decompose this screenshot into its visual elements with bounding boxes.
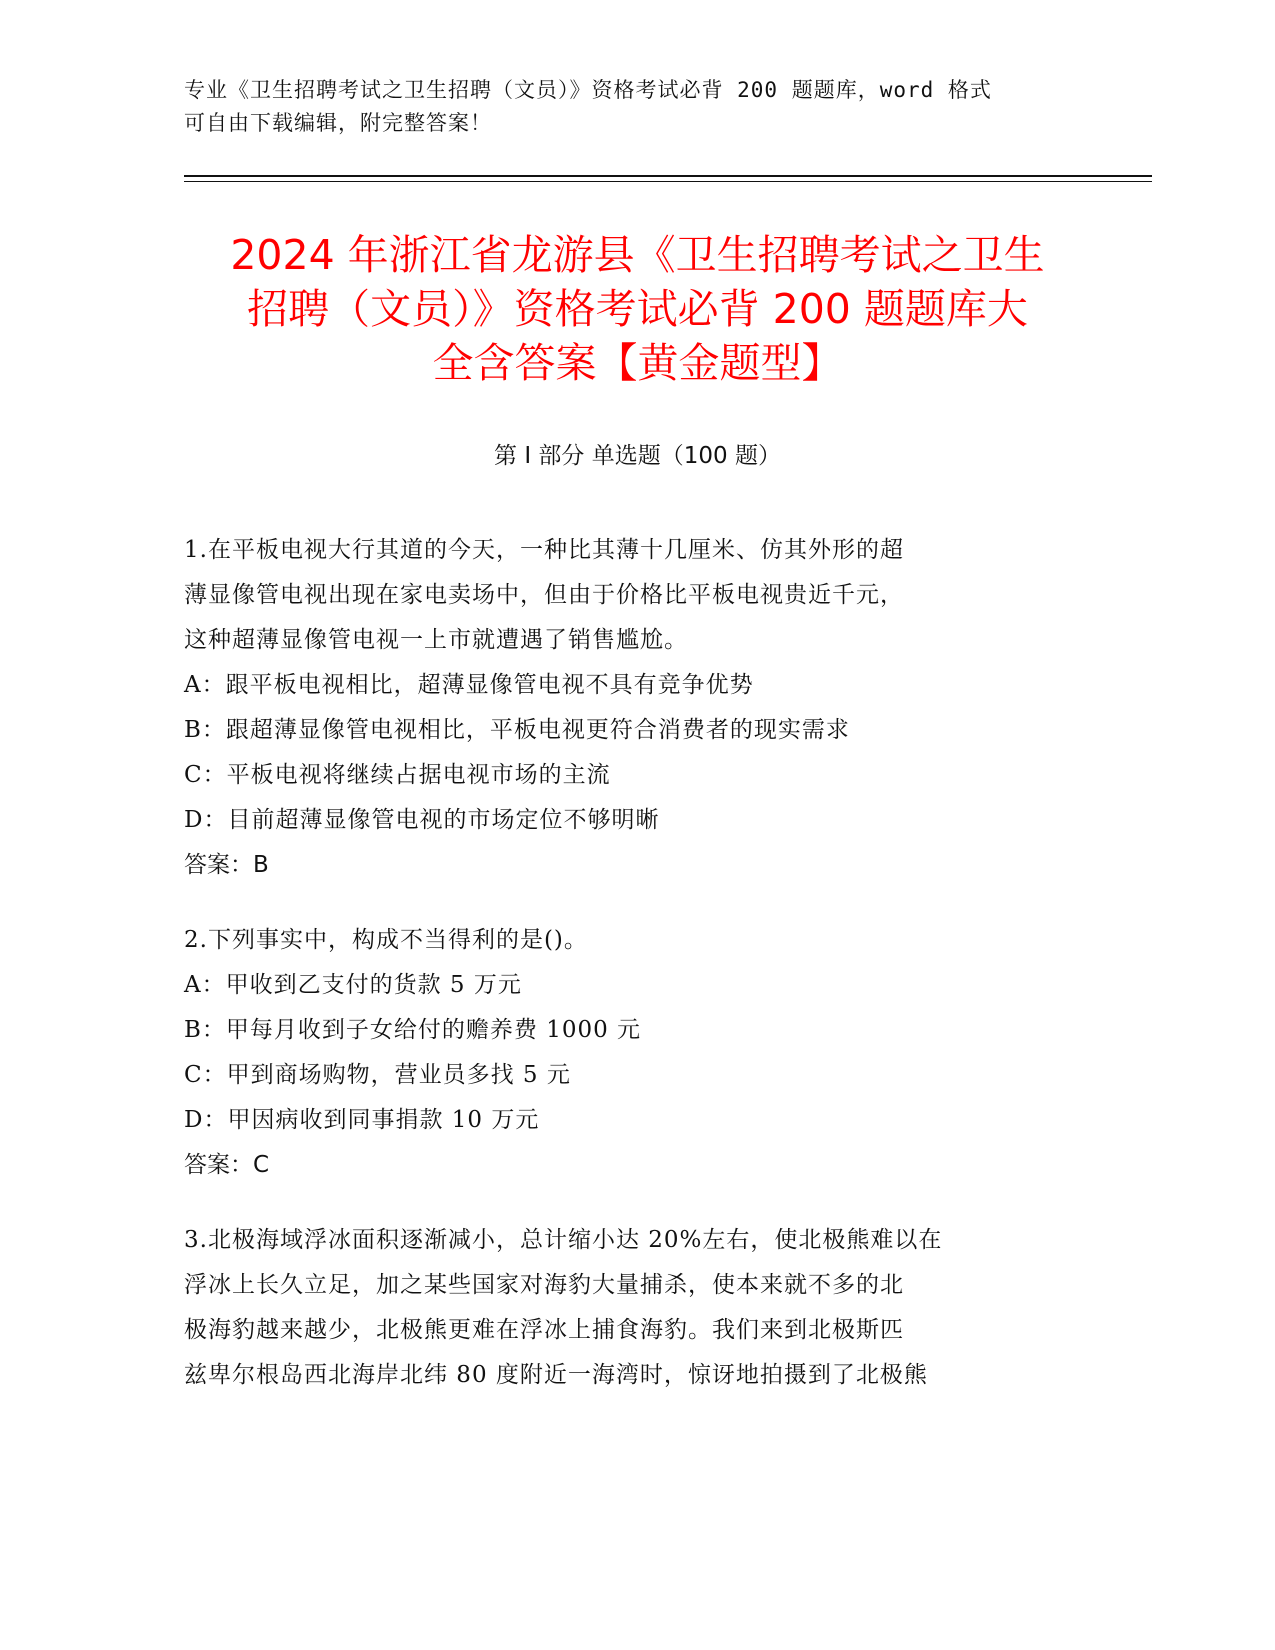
question-text: 浮冰上长久立足，加之某些国家对海豹大量捕杀，使本来就不多的北 bbox=[184, 1272, 904, 1298]
option-a: A：甲收到乙支付的货款 5 万元 bbox=[184, 972, 522, 998]
option-b: B：甲每月收到子女给付的赡养费 1000 元 bbox=[184, 1017, 642, 1043]
option-c: C：平板电视将继续占据电视市场的主流 bbox=[184, 762, 611, 788]
question-text: 极海豹越来越少，北极熊更难在浮冰上捕食海豹。我们来到北极斯匹 bbox=[184, 1317, 904, 1343]
option-a: A：跟平板电视相比，超薄显像管电视不具有竞争优势 bbox=[184, 672, 754, 698]
answer-text: 答案：C bbox=[184, 1152, 270, 1178]
question-list bbox=[184, 528, 1084, 1428]
title-line: 全含答案【黄金题型】 bbox=[432, 339, 843, 387]
header-divider-thin bbox=[184, 181, 1152, 182]
question-text: 1.在平板电视大行其道的今天，一种比其薄十几厘米、仿其外形的超 bbox=[184, 537, 904, 563]
title-line: 招聘（文员）》资格考试必背 200 题题库大 bbox=[247, 285, 1028, 333]
header-note-line: 可自由下载编辑，附完整答案！ bbox=[184, 111, 492, 135]
title-line: 2024 年浙江省龙游县《卫生招聘考试之卫生 bbox=[230, 231, 1045, 279]
option-d: D：目前超薄显像管电视的市场定位不够明晰 bbox=[184, 807, 660, 833]
header-divider-thick bbox=[184, 175, 1152, 177]
question-text: 薄显像管电视出现在家电卖场中，但由于价格比平板电视贵近千元， bbox=[184, 582, 904, 608]
question-text: 2.下列事实中，构成不当得利的是()。 bbox=[184, 927, 588, 953]
answer-text: 答案：B bbox=[184, 852, 269, 878]
document-title bbox=[150, 228, 1125, 390]
section-title: 第 I 部分 单选题（100 题） bbox=[494, 443, 781, 469]
question-item bbox=[184, 528, 1084, 888]
question-text: 兹卑尔根岛西北海岸北纬 80 度附近一海湾时，惊讶地拍摄到了北极熊 bbox=[184, 1362, 928, 1388]
option-b: B：跟超薄显像管电视相比，平板电视更符合消费者的现实需求 bbox=[184, 717, 850, 743]
header-note-line: 专业《卫生招聘考试之卫生招聘（文员）》资格考试必背 200 题题库，word 格式 bbox=[184, 78, 992, 102]
header-note bbox=[184, 74, 1074, 140]
question-item bbox=[184, 1218, 1084, 1398]
question-text: 3.北极海域浮冰面积逐渐减小，总计缩小达 20%左右，使北极熊难以在 bbox=[184, 1227, 943, 1253]
option-c: C：甲到商场购物，营业员多找 5 元 bbox=[184, 1062, 571, 1088]
question-text: 这种超薄显像管电视一上市就遭遇了销售尴尬。 bbox=[184, 627, 688, 653]
option-d: D：甲因病收到同事捐款 10 万元 bbox=[184, 1107, 540, 1133]
question-item bbox=[184, 918, 1084, 1188]
